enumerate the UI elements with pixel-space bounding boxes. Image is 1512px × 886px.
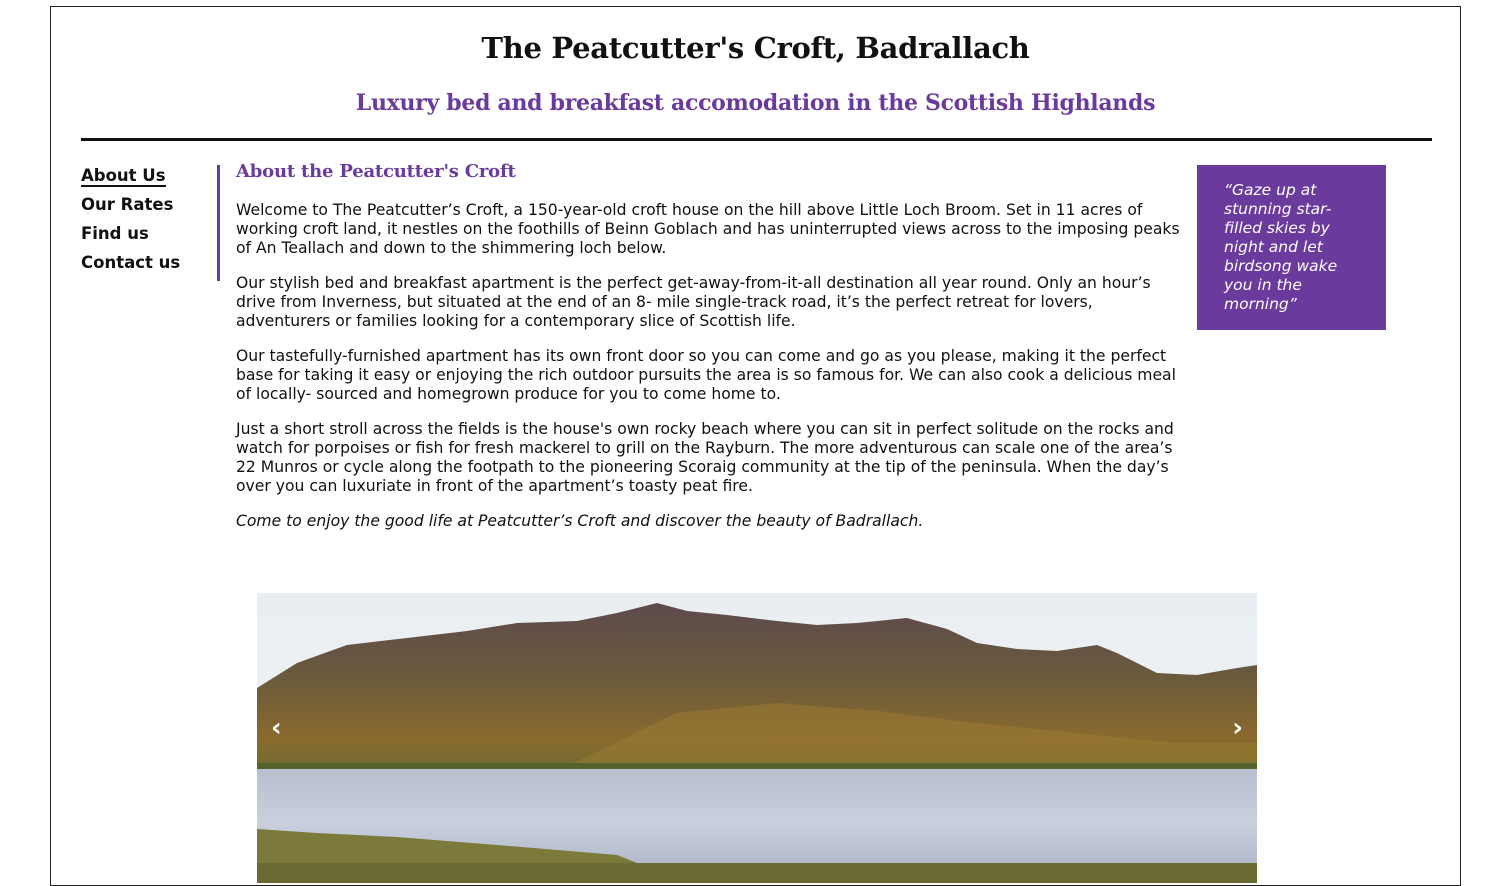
intro-paragraph: Welcome to The Peatcutter’s Croft, a 150-year-old croft house on the hill above Little Loch Broom. Set in 11 acres of working croft land, it nestles on the foothills of Beinn Goblach and has uninterrupted views across to the imposing peaks of An Teallach and down to the shimmering loch below. xyxy=(236,201,1180,257)
site-subtitle: Luxury bed and breakfast accomodation in the Scottish Highlands xyxy=(355,90,1156,116)
main-content xyxy=(236,161,1186,547)
carousel-photo xyxy=(257,593,1257,883)
section-heading: About the Peatcutter's Croft xyxy=(236,161,516,182)
header-divider xyxy=(81,138,1432,141)
activities-paragraph: Just a short stroll across the fields is the house's own rocky beach where you can sit in perfect solitude on the rocks and watch for porpoises or fish for fresh mackerel to grill on the Rayburn. The more adventurous can scale one of the area’s 22 Munros or cycle along the footpath to the pioneering Scoraig community at the tip of the peninsula. When the day’s over you can luxuriate in front of the apartment’s toasty peat fire. xyxy=(236,420,1174,495)
nav-item-label: About Us xyxy=(81,166,166,185)
closing-paragraph: Come to enjoy the good life at Peatcutter’s Croft and discover the beauty of Badrallach. xyxy=(236,512,924,530)
nav-item-find-us[interactable] xyxy=(81,223,217,252)
nav-item-our-rates[interactable] xyxy=(81,194,217,223)
nav-item-about-us[interactable] xyxy=(81,165,217,194)
quote-text: “Gaze up at stunning star-filled skies by night and let birdsong wake you in the morning” xyxy=(1224,181,1338,313)
nav-item-label: Contact us xyxy=(81,253,181,272)
side-navigation xyxy=(81,165,220,281)
quote-box xyxy=(1197,165,1386,330)
nav-item-contact-us[interactable] xyxy=(81,252,217,281)
site-title: The Peatcutter's Croft, Badrallach xyxy=(481,31,1030,65)
carousel-prev-button[interactable]: ‹ xyxy=(271,713,282,743)
page-container xyxy=(50,6,1461,886)
image-carousel[interactable] xyxy=(257,593,1257,883)
nav-item-label: Find us xyxy=(81,224,149,243)
nav-item-label: Our Rates xyxy=(81,195,174,214)
facilities-paragraph: Our tastefully-furnished apartment has its own front door so you can come and go as you please, making it the perfect base for taking it easy or enjoying the rich outdoor pursuits the area is so famous for. We can also cook a delicious meal of locally- sourced and homegrown produce for you to come home to. xyxy=(236,347,1176,403)
carousel-next-button[interactable]: › xyxy=(1232,713,1243,743)
apartment-paragraph: Our stylish bed and breakfast apartment is the perfect get-away-from-it-all destination all year round. Only an hour’s drive from Inverness, but situated at the end of an 8- mile single-track road, it’s the perfect retreat for lovers, adventurers or families looking for a contemporary slice of Scottish life. xyxy=(236,274,1151,330)
